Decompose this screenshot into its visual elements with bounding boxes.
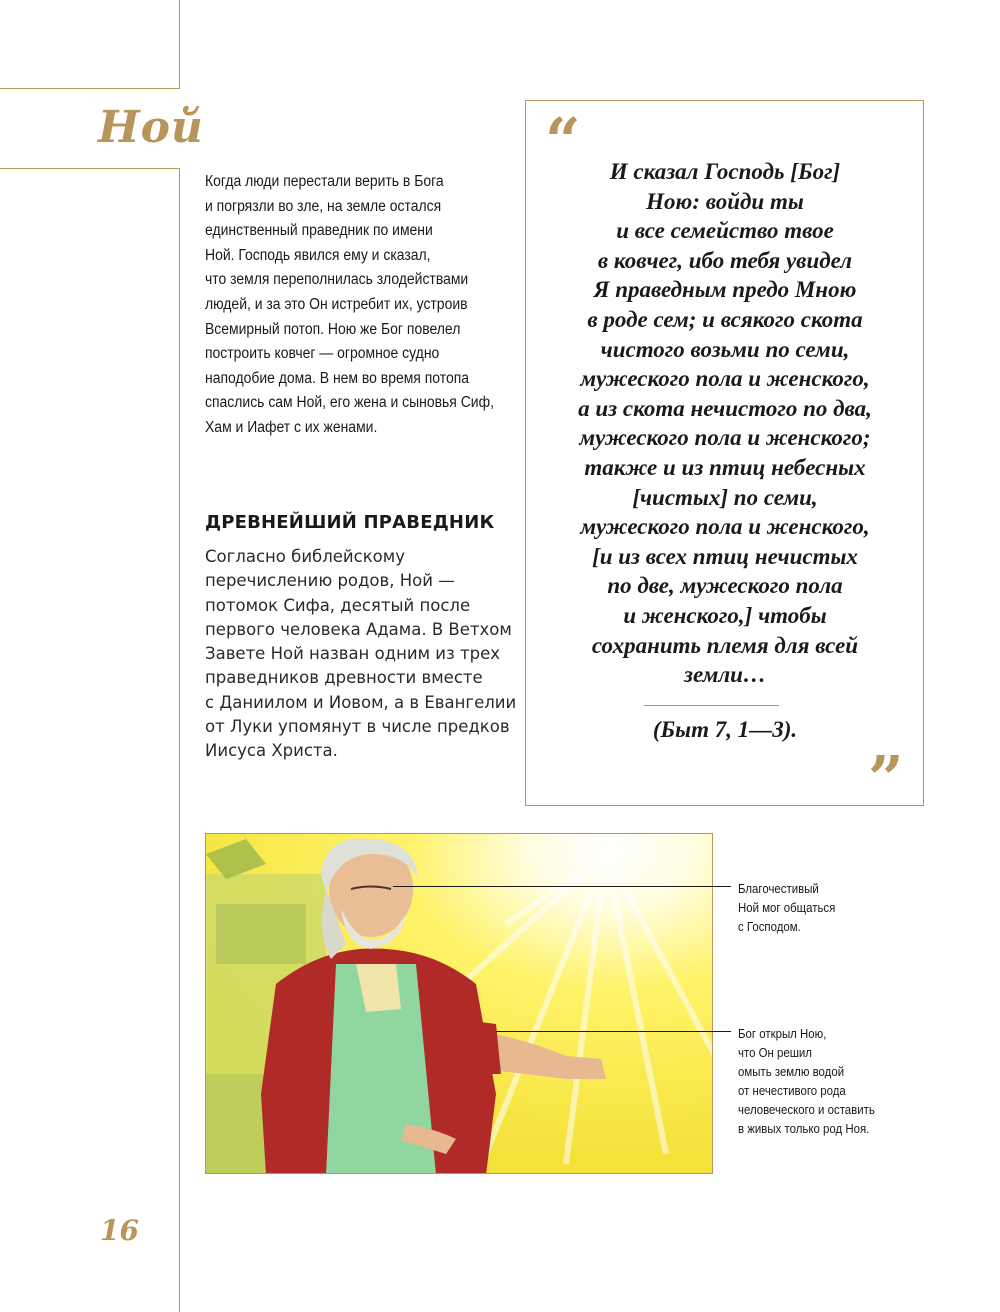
callout-line-text: что Он решил (738, 1045, 812, 1060)
quote-line: и женского,] чтобы (623, 602, 827, 628)
quote-line: в ковчег, ибо тебя увидел (597, 247, 853, 273)
frame-line-bottom-vertical (179, 168, 180, 1312)
intro-line: людей, и за это Он истребит их, устроив (205, 295, 468, 313)
quote-line: мужеского пола и женского, (580, 514, 870, 540)
quote-line: мужеского пола и женского; (579, 425, 871, 451)
callout-line-text: от нечестивого рода (738, 1083, 846, 1098)
callout-line-text: с Господом. (738, 919, 801, 934)
section-line: потомок Сифа, десятый после (205, 595, 471, 615)
noah-illustration (205, 833, 713, 1174)
quote-line: [и из всех птиц нечистых (592, 543, 858, 569)
quote-line: а из скота нечистого по два, (578, 395, 872, 421)
callout-line-text: человеческого и оставить (738, 1102, 875, 1117)
intro-line: Хам и Иафет с их женами. (205, 418, 378, 436)
callout-flood (738, 1024, 914, 1138)
chapter-title: Ной (98, 102, 204, 153)
scripture-quote (540, 157, 910, 690)
page-number: 16 (100, 1214, 139, 1247)
section-line: первого человека Адама. В Ветхом (205, 619, 512, 639)
intro-line: что земля переполнилась злодействами (205, 271, 469, 289)
section-paragraph (205, 545, 525, 764)
quote-line: по две, мужеского пола (607, 573, 843, 599)
section-line: с Даниилом и Иовом, а в Евангелии (205, 692, 517, 712)
intro-line: спаслись сам Ной, его жена и сыновья Сиф, (205, 394, 494, 412)
section-line: Иисуса Христа. (205, 741, 338, 761)
quote-line: чистого возьми по семи, (600, 336, 850, 362)
quote-line: мужеского пола и женского, (580, 366, 870, 392)
intro-paragraph (205, 170, 511, 441)
section-line: перечислению родов, Ной — (205, 571, 455, 591)
intro-line: построить ковчег — огромное судно (205, 345, 440, 363)
intro-line: Всемирный потоп. Ною же Бог повелел (205, 320, 461, 338)
intro-line: и погрязли во зле, на земле остался (205, 197, 442, 215)
noah-praying-illustration-icon (206, 834, 713, 1174)
callout-line-text: Ной мог общаться (738, 900, 836, 915)
intro-line: Ной. Господь явился ему и сказал, (205, 246, 431, 264)
intro-line: Когда люди перестали верить в Бога (205, 173, 444, 190)
quote-line: Я праведным предо Мною (593, 277, 857, 303)
quote-line: земли… (684, 662, 766, 688)
quote-line: и все семейство твое (616, 218, 834, 244)
quote-divider (644, 705, 779, 706)
section-line: Завете Ной назван одним из трех (205, 644, 501, 664)
callout-line-text: Бог открыл Ною, (738, 1026, 827, 1041)
callout-communion (738, 879, 914, 936)
callout-line-2 (496, 1031, 731, 1032)
quote-line: [чистых] по семи, (632, 484, 818, 510)
section-heading: ДРЕВНЕЙШИЙ ПРАВЕДНИК (205, 512, 495, 533)
section-line: Согласно библейскому (205, 547, 405, 566)
section-line: от Луки упомянут в числе предков (205, 717, 510, 737)
intro-line: единственный праведник по имени (205, 222, 433, 240)
callout-line-text: в живых только род Ноя. (738, 1121, 870, 1136)
intro-line: наподобие дома. В нем во время потопа (205, 369, 470, 387)
section-line: праведников древности вместе (205, 668, 483, 688)
frame-line-top-vertical (179, 0, 180, 88)
callout-line-text: Благочестивый (738, 881, 819, 896)
quote-line: в роде сем; и всякого скота (587, 306, 863, 332)
close-quote-mark: ” (868, 742, 904, 815)
frame-line-mid-horizontal (0, 168, 180, 169)
frame-line-top-horizontal (0, 88, 180, 89)
quote-source: (Быт 7, 1—3). (652, 717, 798, 742)
quote-line: сохранить племя для всей (591, 632, 859, 658)
callout-line-1 (393, 886, 731, 887)
callout-line-text: омыть землю водой (738, 1064, 845, 1079)
open-quote-mark: “ (545, 104, 581, 177)
quote-line: также и из птиц небесных (584, 454, 866, 480)
quote-line: Ною: войди ты (646, 188, 804, 214)
quote-line: И сказал Господь [Бог] (609, 159, 841, 184)
